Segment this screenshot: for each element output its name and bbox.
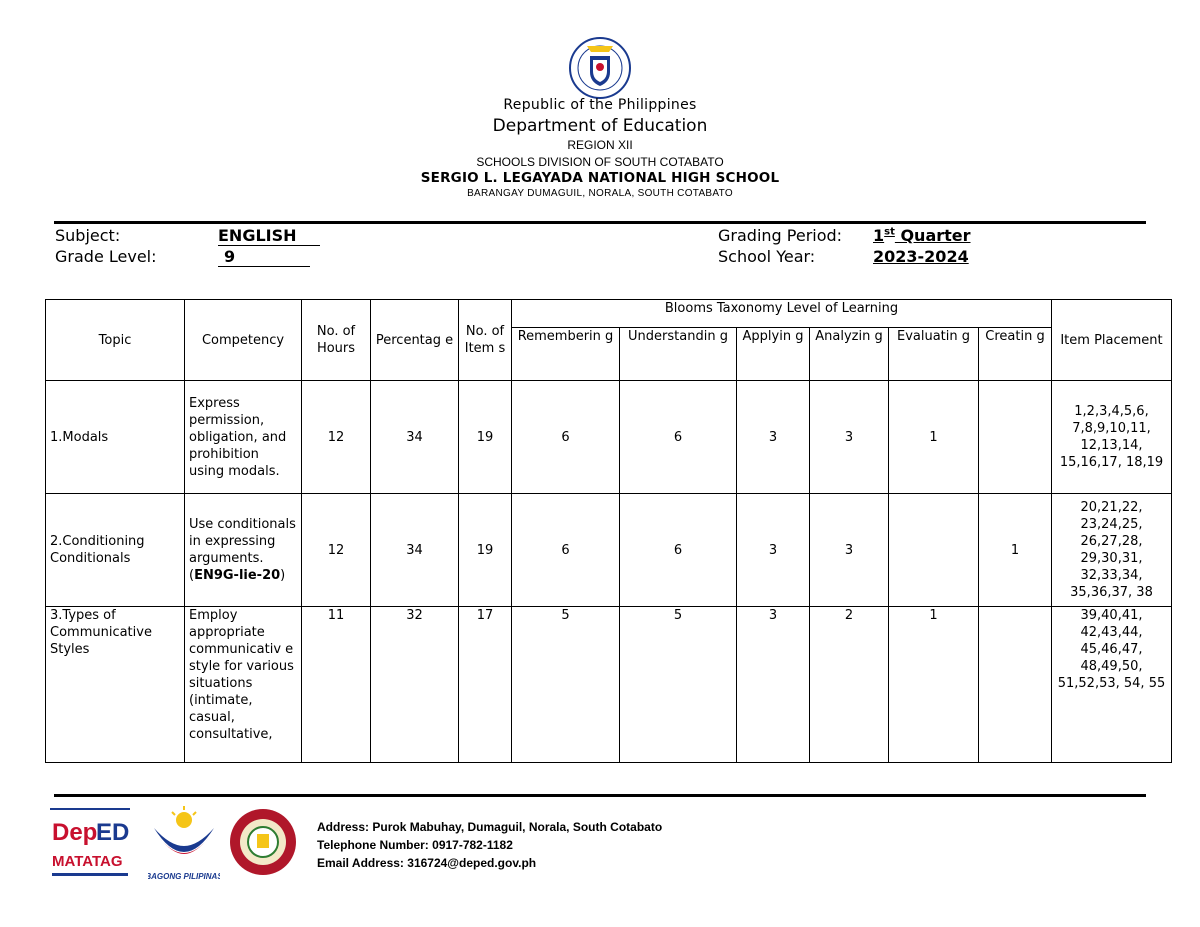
row3-analyzing: 2 [810,607,889,763]
row3-items: 17 [459,607,512,763]
period-rest: Quarter [894,226,971,245]
row1-applying: 3 [737,381,810,494]
tos-table [45,299,1172,763]
row2-creating: 1 [979,494,1052,607]
deped-matatag-logo [50,806,132,882]
row2-placement: 20,21,22, 23,24,25, 26,27,28, 29,30,31, 32,33,34, 35,36,37, 38 [1052,494,1172,607]
row2-code-post: ) [280,568,286,583]
svg-text:ED: ED [96,819,130,846]
row1-competency: Express permission, obligation, and prohibition using modals. [185,381,302,494]
row3-hours: 11 [302,607,371,763]
row3-applying: 3 [737,607,810,763]
svg-text:MATATAG: MATATAG [52,853,123,870]
row2-remembering: 6 [512,494,620,607]
row3-creating [979,607,1052,763]
th-competency: Competency [185,300,302,381]
th-understanding: Understandin g [620,328,737,381]
header-division: SCHOOLS DIVISION OF SOUTH COTABATO [476,155,724,169]
row1-hours: 12 [302,381,371,494]
school-seal-logo [229,808,297,876]
row3-competency: Employ appropriate communicativ e style for various situations (intimate, casual, consultative, [185,607,302,763]
row2-competency-cell [185,494,302,607]
th-remembering: Rememberin g [512,328,620,381]
footer-phone [317,838,513,852]
row2-hours: 12 [302,494,371,607]
year-value-text: 2023-2024 [873,247,969,266]
row1-creating [979,381,1052,494]
footer-address-value: Purok Mabuhay, Dumaguil, Norala, South Cotabato [372,820,663,834]
table-row [46,381,1172,494]
row1-items: 19 [459,381,512,494]
row2-percentage: 34 [371,494,459,607]
svg-text:Dep: Dep [52,819,98,846]
th-percentage: Percentag e [371,300,459,381]
grade-label: Grade Level: [55,247,157,266]
th-analyzing: Analyzin g [810,328,889,381]
row2-competency-code: EN9G-lie-20 [194,568,281,583]
th-evaluating: Evaluatin g [889,328,979,381]
th-blooms: Blooms Taxonomy Level of Learning [512,300,1052,328]
svg-text:BAGONG PILIPINAS: BAGONG PILIPINAS [148,872,220,881]
row1-analyzing: 3 [810,381,889,494]
period-value [873,226,971,245]
row3-topic: 3.Types of Communicative Styles [46,607,185,763]
year-label: School Year: [718,247,816,266]
header-department: Department of Education [492,116,708,136]
th-items: No. of Item s [459,300,512,381]
subject-value-text: ENGLISH [218,227,320,246]
row1-topic: 1.Modals [46,381,185,494]
th-creating: Creatin g [979,328,1052,381]
row2-topic: 2.Conditioning Conditionals [46,494,185,607]
header-region: REGION XII [567,138,633,152]
row1-understanding: 6 [620,381,737,494]
footer-divider [54,794,1146,797]
table-row [46,494,1172,607]
row1-percentage: 34 [371,381,459,494]
period-label: Grading Period: [718,226,843,245]
row2-competency: Use conditionals in expressing arguments. [189,517,296,566]
row3-placement: 39,40,41, 42,43,44, 45,46,47, 48,49,50, 51,52,53, 54, 55 [1052,607,1172,763]
row1-placement: 1,2,3,4,5,6, 7,8,9,10,11, 12,13,14, 15,16,17, 18,19 [1052,381,1172,494]
period-sup: st [884,226,895,238]
table-row [46,607,1172,763]
header-divider [54,221,1146,224]
subject-label: Subject: [55,226,121,245]
row3-percentage: 32 [371,607,459,763]
grade-value-text: 9 [218,248,310,267]
row2-analyzing: 3 [810,494,889,607]
row2-applying: 3 [737,494,810,607]
footer-address [317,820,662,834]
header-school: SERGIO L. LEGAYADA NATIONAL HIGH SCHOOL [420,170,780,186]
footer-address-label: Address: [317,820,370,834]
footer-email-value: 316724@deped.gov.ph [407,856,537,870]
row2-code-pre: ( [189,568,195,583]
footer-phone-label: Telephone Number: [317,838,429,852]
deped-seal-logo [567,36,633,100]
subject-value [218,226,320,246]
table-header-row [46,300,1172,328]
header-address: BARANGAY DUMAGUIL, NORALA, SOUTH COTABATO [467,188,733,199]
footer-email-label: Email Address: [317,856,404,870]
footer-email [317,856,536,870]
row2-evaluating [889,494,979,607]
period-num: 1 [873,226,885,245]
row2-items: 19 [459,494,512,607]
year-value [873,247,969,266]
row1-evaluating: 1 [889,381,979,494]
header-republic: Republic of the Philippines [503,97,697,113]
th-applying: Applyin g [737,328,810,381]
row3-evaluating: 1 [889,607,979,763]
row2-understanding: 6 [620,494,737,607]
bagong-pilipinas-logo [148,806,220,882]
row3-understanding: 5 [620,607,737,763]
footer-phone-value: 0917-782-1182 [432,838,513,852]
th-hours: No. of Hours [302,300,371,381]
row1-remembering: 6 [512,381,620,494]
row3-remembering: 5 [512,607,620,763]
grade-value [218,247,310,267]
th-placement: Item Placement [1052,300,1172,381]
th-topic: Topic [46,300,185,381]
